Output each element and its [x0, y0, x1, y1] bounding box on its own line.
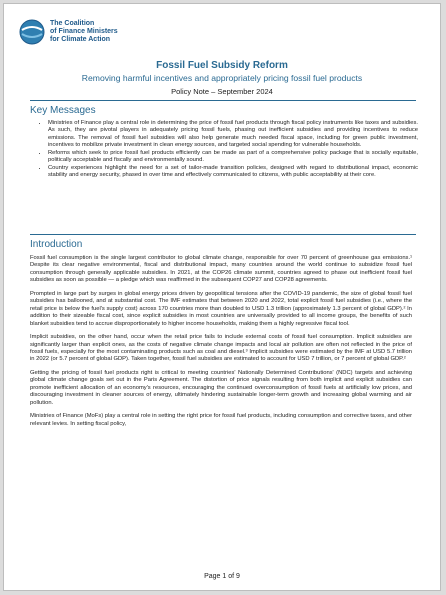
coalition-logo: [18, 14, 118, 50]
key-message-item: • Reforms which seek to price fossil fuel products efficiently can be made as part of a comprehensive policy package that is socially equitable, politically acceptable and fiscally and environmentally sound.: [48, 150, 418, 165]
document-title: Fossil Fuel Subsidy Reform: [156, 60, 288, 71]
key-messages-heading: Key Messages: [30, 105, 96, 116]
key-message-item: • Country experiences highlight the need for a set of tailor-made transition policies, designed with regard to distributional impact, economic stability and energy security, phased in over time and effectively communicated to citizens, with public acceptability at their core.: [48, 165, 418, 180]
body-paragraph: Prompted in large part by surges in global energy prices driven by geopolitical tensions after the COVID-19 pandemic, the size of global fossil fuel subsidies has ballooned, and at substantial cost. The IMF estimates that between 2020 and 2022, total explicit fossil fuel subsidies (i.e., where the retail price is below the fuel's supply cost) across 170 countries more than doubled to USD 1.3 trillion (approximately 1.3 percent of global GDP).² In addition to their sizeable fiscal cost, since explicit subsidies in most countries are universally provided to all income groups, the benefits of such blanket subsidies tend to accrue disproportionately to higher income households, making them a highly regressive fiscal tool.: [30, 290, 412, 327]
key-message-item: • Ministries of Finance play a central role in determining the price of fossil fuel products through fiscal policy instruments like taxes and subsidies. As such, they are pivotal players in adequately pricing fossil fuels, phasing out inefficient subsidies and providing incentives to reduce emissions. The removal of fossil fuel subsidies will also help generate much needed fiscal space, including for green public investment, incentives to mobilize private investment in clean energy sources, and targeted social spending for vulnerable households.: [48, 120, 418, 150]
body-paragraph: Getting the pricing of fossil fuel products right is critical to meeting countries' Nationally Determined Contributions' (NDC) targets and achieving global climate change goals set out in the Paris Agreement. The distortion of price signals resulting from both implicit and explicit subsidies can promote inefficient allocation of an economy's resources, encouraging the continued overconsumption of fossil fuels at artificially low prices, and discouraging investment in cleaner sources of energy, ultimately hindering sustainable longer-term growth and increasing global warming and air pollution.: [30, 369, 412, 406]
key-messages-list: [38, 120, 418, 180]
logo-line: for Climate Action: [50, 36, 111, 43]
introduction-body: [30, 255, 412, 434]
document-meta: Policy Note – September 2024: [171, 87, 273, 96]
logo-line: of Finance Ministers: [50, 28, 118, 35]
logo-line: The Coalition: [50, 20, 95, 27]
document-subtitle: Removing harmful incentives and appropriately pricing fossil fuel products: [81, 73, 363, 83]
divider: [30, 234, 416, 235]
body-paragraph: Implicit subsidies, on the other hand, occur when the retail price fails to include external costs of fossil fuel consumption. Implicit subsidies are significantly larger than explicit ones, as the costs of negative climate change impacts and local air pollution are often not reflected in the price of fossil fuels, especially for the most contaminating products such as coal and diesel.³ Implicit subsidies were estimated by the IMF at USD 5.7 trillion in 2022 (or 5.7 percent of global GDP). Taken together, fossil fuel subsidies are estimated to account for USD 7 trillion, or 7 percent of global GDP.²: [30, 334, 412, 363]
logo-text: [50, 20, 118, 44]
document-page: [3, 3, 441, 591]
body-paragraph: Ministries of Finance (MoFs) play a central role in setting the right price for fossil fuel products, including consumption and corrective taxes, and other relevant levies. In setting fiscal policy,: [30, 413, 412, 427]
body-paragraph: Fossil fuel consumption is the single largest contributor to global climate change, responsible for over 70 percent of greenhouse gas emissions.¹ Despite its clear negative environmental, fiscal and distributional impact, many countries around the world continue to subsidize fossil fuel consumption through generally applicable subsidies. In 2021, at the COP26 climate summit, countries agreed to phase out inefficient fossil fuel subsidies as soon as possible — a pledge which was reaffirmed in the subsequent COP27 and COP28 agreements.: [30, 255, 412, 284]
introduction-heading: Introduction: [30, 239, 83, 250]
page-number: Page 1 of 9: [204, 573, 240, 580]
globe-logo-icon: [18, 18, 46, 46]
divider: [30, 100, 416, 101]
